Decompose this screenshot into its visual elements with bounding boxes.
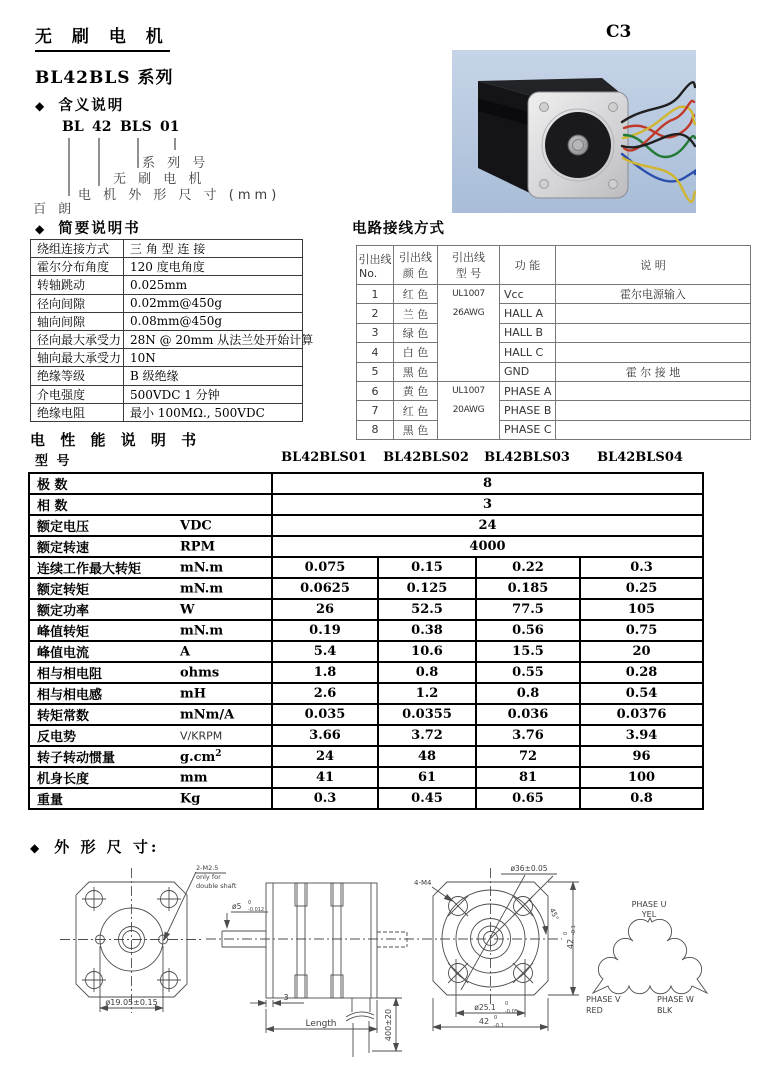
code-part-01: 01 <box>160 119 180 135</box>
spec-label: 转矩常数 <box>37 709 90 724</box>
diamond-bullet-icon: ◆ <box>35 99 47 113</box>
spec-value: 3.72 <box>378 725 476 746</box>
wire-function: PHASE C <box>500 420 556 439</box>
brief-value: 10N <box>124 349 303 367</box>
brief-heading-text: 简要说明书 <box>58 220 141 237</box>
performance-heading: 电 性 能 说 明 书 <box>30 431 202 449</box>
brief-label: 霍尔分布角度 <box>31 258 124 276</box>
wire-function: PHASE B <box>500 401 556 420</box>
spec-unit: mN.m <box>180 560 224 575</box>
table-row <box>29 767 703 788</box>
diamond-bullet-icon: ◆ <box>30 841 43 855</box>
wire-function: HALL C <box>500 343 556 362</box>
table-row <box>29 494 703 515</box>
wire-no: 3 <box>357 323 394 342</box>
wire-function: PHASE A <box>500 381 556 400</box>
phase-v-label: PHASE V <box>586 995 621 1004</box>
col-header-leadwire-no: 引出线 No. <box>357 246 394 285</box>
spec-unit: VDC <box>180 518 212 533</box>
page-title: 无 刷 电 机 <box>35 22 170 52</box>
wire-function: GND <box>500 362 556 381</box>
wire-no: 1 <box>357 285 394 304</box>
meaning-heading-text: 含义说明 <box>58 97 125 114</box>
spec-unit: mN.m <box>180 581 224 596</box>
spec-unit: mH <box>180 686 207 701</box>
spec-value: 77.5 <box>476 599 580 620</box>
table-row <box>31 240 303 258</box>
m4-label: 4-M4 <box>414 879 432 887</box>
spec-value-shared: 3 <box>272 494 703 515</box>
svg-text:-0.1: -0.1 <box>571 925 577 935</box>
hole-circle-dim: ø19.05±0.15 <box>105 998 158 1007</box>
meaning-tree-diagram <box>30 133 380 218</box>
phase-labels <box>586 900 694 1015</box>
spec-value: 0.0625 <box>272 578 378 599</box>
table-row <box>31 385 303 403</box>
spec-label: 额定转速 <box>37 541 90 556</box>
length-dim: Length <box>305 1019 337 1029</box>
spec-unit: V/KRPM <box>180 729 223 742</box>
svg-text:-0.05: -0.05 <box>505 1009 518 1015</box>
shaft-dim <box>232 900 264 913</box>
svg-text:2-M2.5: 2-M2.5 <box>196 864 219 872</box>
tree-label-brushless: 无 刷 电 机 <box>113 172 206 187</box>
wire-no: 7 <box>357 401 394 420</box>
spec-value: 61 <box>378 767 476 788</box>
spec-unit: W <box>180 602 195 617</box>
wire-color: 黑 色 <box>394 420 438 439</box>
spec-value-shared: 8 <box>272 473 703 494</box>
model-name: BL42BLS03 <box>484 450 570 465</box>
code-part-bl: BL <box>62 119 84 135</box>
front-view-drawing <box>60 864 237 1013</box>
wire-color: 红 色 <box>394 401 438 420</box>
performance-table <box>28 472 704 810</box>
spec-value: 0.19 <box>272 620 378 641</box>
wire-no: 6 <box>357 381 394 400</box>
spec-value: 0.3 <box>272 788 378 809</box>
brief-label: 绕组连接方式 <box>31 240 124 258</box>
spec-value: 48 <box>378 746 476 767</box>
wire-color: 黑 色 <box>394 362 438 381</box>
wire-description: 霍尔电源输入 <box>556 285 751 304</box>
height-dim <box>563 925 577 949</box>
phase-u-color: YEL <box>641 910 657 919</box>
spec-label: 重量 <box>37 793 64 808</box>
table-row <box>29 557 703 578</box>
spec-value: 2.6 <box>272 683 378 704</box>
winding-diagram <box>586 900 707 1015</box>
wire-description <box>556 420 751 439</box>
flange-thickness-dim: 3 <box>283 993 289 1002</box>
svg-text:45°: 45° <box>547 906 560 922</box>
svg-text:42: 42 <box>566 938 575 949</box>
spec-value: 41 <box>272 767 378 788</box>
wire-color: 白 色 <box>394 343 438 362</box>
rear-shaft-hidden <box>377 932 407 947</box>
spec-value: 0.56 <box>476 620 580 641</box>
table-row <box>29 725 703 746</box>
svg-text:0: 0 <box>494 1015 498 1021</box>
table-row <box>357 304 751 323</box>
table-row <box>29 788 703 809</box>
model-name: BL42BLS01 <box>281 450 367 465</box>
motor-photo <box>452 50 696 213</box>
spec-label: 相与相电感 <box>37 688 103 703</box>
spec-value: 3.94 <box>580 725 703 746</box>
spec-label: 额定功率 <box>37 604 90 619</box>
spec-value: 0.8 <box>476 683 580 704</box>
phase-u-label: PHASE U <box>631 900 667 909</box>
table-row <box>31 367 303 385</box>
delta-winding-coils <box>593 918 707 994</box>
wire-function: HALL A <box>500 304 556 323</box>
col-header-leadwire-color: 引出线 颜 色 <box>394 246 438 285</box>
brief-value: 120 度电角度 <box>124 258 303 276</box>
spec-label: 转子转动惯量 <box>37 751 116 766</box>
brief-value: 三 角 型 连 接 <box>124 240 303 258</box>
table-row <box>29 599 703 620</box>
spec-value: 0.15 <box>378 557 476 578</box>
svg-text:42: 42 <box>478 1017 490 1026</box>
brief-label: 轴向间隙 <box>31 312 124 330</box>
spec-label: 相 数 <box>37 499 68 514</box>
series-title: BL42BLS 系列 <box>35 68 174 88</box>
table-row <box>29 473 703 494</box>
brief-value: B 级绝缘 <box>124 367 303 385</box>
col-header-leadwire-type: 引出线 型 号 <box>438 246 500 285</box>
wire-no: 2 <box>357 304 394 323</box>
wiring-heading: 电路接线方式 <box>352 220 445 237</box>
spec-unit: RPM <box>180 539 215 554</box>
table-row <box>29 746 703 767</box>
wiring-table <box>356 245 751 440</box>
table-row <box>357 343 751 362</box>
double-shaft-note <box>196 864 237 890</box>
spec-value: 0.8 <box>580 788 703 809</box>
brief-label: 径向间隙 <box>31 294 124 312</box>
phase-w-color: BLK <box>657 1006 673 1015</box>
wire-description <box>556 323 751 342</box>
wire-color: 黄 色 <box>394 381 438 400</box>
lead-length-dim <box>384 1009 393 1041</box>
spec-label: 极 数 <box>37 478 68 493</box>
spec-unit: g.cm <box>180 749 216 765</box>
brief-label: 绝缘电阻 <box>31 403 124 421</box>
spec-value-shared: 4000 <box>272 536 703 557</box>
spec-unit: Kg <box>180 791 201 806</box>
table-row <box>29 578 703 599</box>
brief-heading <box>35 217 141 238</box>
table-row <box>29 620 703 641</box>
wire-no: 4 <box>357 343 394 362</box>
svg-text:double shaft: double shaft <box>196 882 237 890</box>
spec-value: 0.075 <box>272 557 378 578</box>
rear-view-drawing <box>414 864 579 1031</box>
spec-value: 96 <box>580 746 703 767</box>
spec-value: 0.035 <box>272 704 378 725</box>
spec-value: 24 <box>272 746 378 767</box>
table-row <box>357 285 751 304</box>
motor-photo-illustration <box>452 50 696 213</box>
tree-label-series: 系 列 号 <box>142 156 210 171</box>
motor-body-outline <box>266 883 377 998</box>
wire-type: UL1007 26AWG <box>438 285 500 382</box>
table-row <box>31 294 303 312</box>
table-header-row <box>357 246 751 285</box>
brief-label: 介电强度 <box>31 385 124 403</box>
spec-unit: mN.m <box>180 623 224 638</box>
spec-value: 1.2 <box>378 683 476 704</box>
spec-value: 100 <box>580 767 703 788</box>
spec-value: 15.5 <box>476 641 580 662</box>
table-row <box>29 515 703 536</box>
brief-value: 0.02mm@450g <box>124 294 303 312</box>
spec-value: 10.6 <box>378 641 476 662</box>
table-row <box>31 403 303 421</box>
brief-label: 径向最大承受力 <box>31 330 124 348</box>
spec-value: 3.66 <box>272 725 378 746</box>
table-row <box>357 381 751 400</box>
spec-label: 反电势 <box>37 730 77 745</box>
spec-value: 81 <box>476 767 580 788</box>
spec-label: 连续工作最大转矩 <box>37 562 142 577</box>
tree-label-brand: 百 朗 <box>33 202 76 217</box>
spec-value: 0.22 <box>476 557 580 578</box>
spec-value: 0.3 <box>580 557 703 578</box>
table-row <box>31 258 303 276</box>
dimensions-heading <box>30 836 159 857</box>
diamond-bullet-icon: ◆ <box>35 222 47 236</box>
spec-value: 0.38 <box>378 620 476 641</box>
svg-text:0: 0 <box>505 1001 509 1007</box>
brief-label: 转轴跳动 <box>31 276 124 294</box>
wire-function: HALL B <box>500 323 556 342</box>
table-row <box>29 536 703 557</box>
spec-value: 0.28 <box>580 662 703 683</box>
wire-description <box>556 304 751 323</box>
svg-text:ø25.1: ø25.1 <box>474 1003 496 1012</box>
spec-value: 0.0355 <box>378 704 476 725</box>
spec-value: 5.4 <box>272 641 378 662</box>
model-name: BL42BLS04 <box>597 450 683 465</box>
brief-value: 0.08mm@450g <box>124 312 303 330</box>
wire-type: UL1007 20AWG <box>438 381 500 439</box>
svg-text:400±20: 400±20 <box>384 1008 393 1042</box>
spec-unit: A <box>180 644 191 659</box>
spec-value: 0.0376 <box>580 704 703 725</box>
svg-text:only for: only for <box>196 873 221 881</box>
brief-value: 最小 100MΩ., 500VDC <box>124 403 303 421</box>
table-row <box>31 330 303 348</box>
angle-label <box>548 907 560 922</box>
wire-description <box>556 343 751 362</box>
spec-label: 机身长度 <box>37 772 90 787</box>
table-row <box>357 323 751 342</box>
page-number: C3 <box>606 22 632 42</box>
svg-text:-0.012: -0.012 <box>248 907 265 913</box>
spec-unit-exponent: 2 <box>215 748 222 759</box>
brief-value: 0.025mm <box>124 276 303 294</box>
code-part-42: 42 <box>92 119 112 135</box>
spec-label: 额定转矩 <box>37 583 90 598</box>
spec-value-shared: 24 <box>272 515 703 536</box>
table-row <box>29 662 703 683</box>
spec-value: 105 <box>580 599 703 620</box>
spec-value: 0.8 <box>378 662 476 683</box>
table-row <box>357 420 751 439</box>
spec-value: 0.65 <box>476 788 580 809</box>
wire-description: 霍 尔 接 地 <box>556 362 751 381</box>
pilot-dim: ø36±0.05 <box>510 864 548 873</box>
spec-value: 72 <box>476 746 580 767</box>
svg-text:0: 0 <box>248 900 252 906</box>
wire-color: 绿 色 <box>394 323 438 342</box>
col-header-function: 功 能 <box>500 246 556 285</box>
spec-value: 26 <box>272 599 378 620</box>
col-header-description: 说 明 <box>556 246 751 285</box>
table-row <box>31 276 303 294</box>
table-row <box>29 641 703 662</box>
spec-value: 0.55 <box>476 662 580 683</box>
spec-value: 0.45 <box>378 788 476 809</box>
svg-text:0: 0 <box>563 931 569 935</box>
table-row <box>29 704 703 725</box>
spec-value: 0.185 <box>476 578 580 599</box>
lead-wire-lines <box>346 998 374 1057</box>
spec-value: 0.75 <box>580 620 703 641</box>
spec-unit: mm <box>180 770 208 785</box>
spec-value: 20 <box>580 641 703 662</box>
brief-spec-table <box>30 239 314 422</box>
spec-label: 相与相电阻 <box>37 667 103 682</box>
svg-text:ø5: ø5 <box>232 902 242 911</box>
phase-w-label: PHASE W <box>657 995 694 1004</box>
model-row-label: 型 号 <box>35 454 72 469</box>
brief-value: 28N @ 20mm 从法兰处开始计算 <box>124 330 303 348</box>
spec-label: 峰值转矩 <box>37 625 90 640</box>
spec-value: 1.8 <box>272 662 378 683</box>
wire-description <box>556 381 751 400</box>
spec-unit: mNm/A <box>180 707 235 722</box>
phase-v-color: RED <box>586 1006 603 1015</box>
spec-value: 0.54 <box>580 683 703 704</box>
brief-label: 轴向最大承受力 <box>31 349 124 367</box>
spec-label: 峰值电流 <box>37 646 90 661</box>
table-row <box>31 312 303 330</box>
wire-description <box>556 401 751 420</box>
wire-no: 8 <box>357 420 394 439</box>
spec-value: 0.125 <box>378 578 476 599</box>
model-name: BL42BLS02 <box>383 450 469 465</box>
table-row <box>357 362 751 381</box>
spec-value: 3.76 <box>476 725 580 746</box>
tree-label-size: 电 机 外 形 尺 寸 (mm) <box>78 188 281 203</box>
meaning-heading <box>35 94 124 115</box>
table-row <box>29 683 703 704</box>
svg-text:-0.1: -0.1 <box>494 1023 504 1029</box>
spec-value: 0.036 <box>476 704 580 725</box>
brief-label: 绝缘等级 <box>31 367 124 385</box>
code-part-bls: BLS <box>120 119 152 135</box>
wire-no: 5 <box>357 362 394 381</box>
table-row <box>31 349 303 367</box>
wire-color: 兰 色 <box>394 304 438 323</box>
spec-value: 0.25 <box>580 578 703 599</box>
brief-value: 500VDC 1 分钟 <box>124 385 303 403</box>
wire-color: 红 色 <box>394 285 438 304</box>
dimensions-heading-text: 外 形 尺 寸: <box>54 838 160 856</box>
wire-function: Vcc <box>500 285 556 304</box>
spec-unit: ohms <box>180 665 220 680</box>
outline-drawings <box>20 855 770 1088</box>
spec-value: 52.5 <box>378 599 476 620</box>
spec-label: 额定电压 <box>37 520 90 535</box>
table-row <box>357 401 751 420</box>
